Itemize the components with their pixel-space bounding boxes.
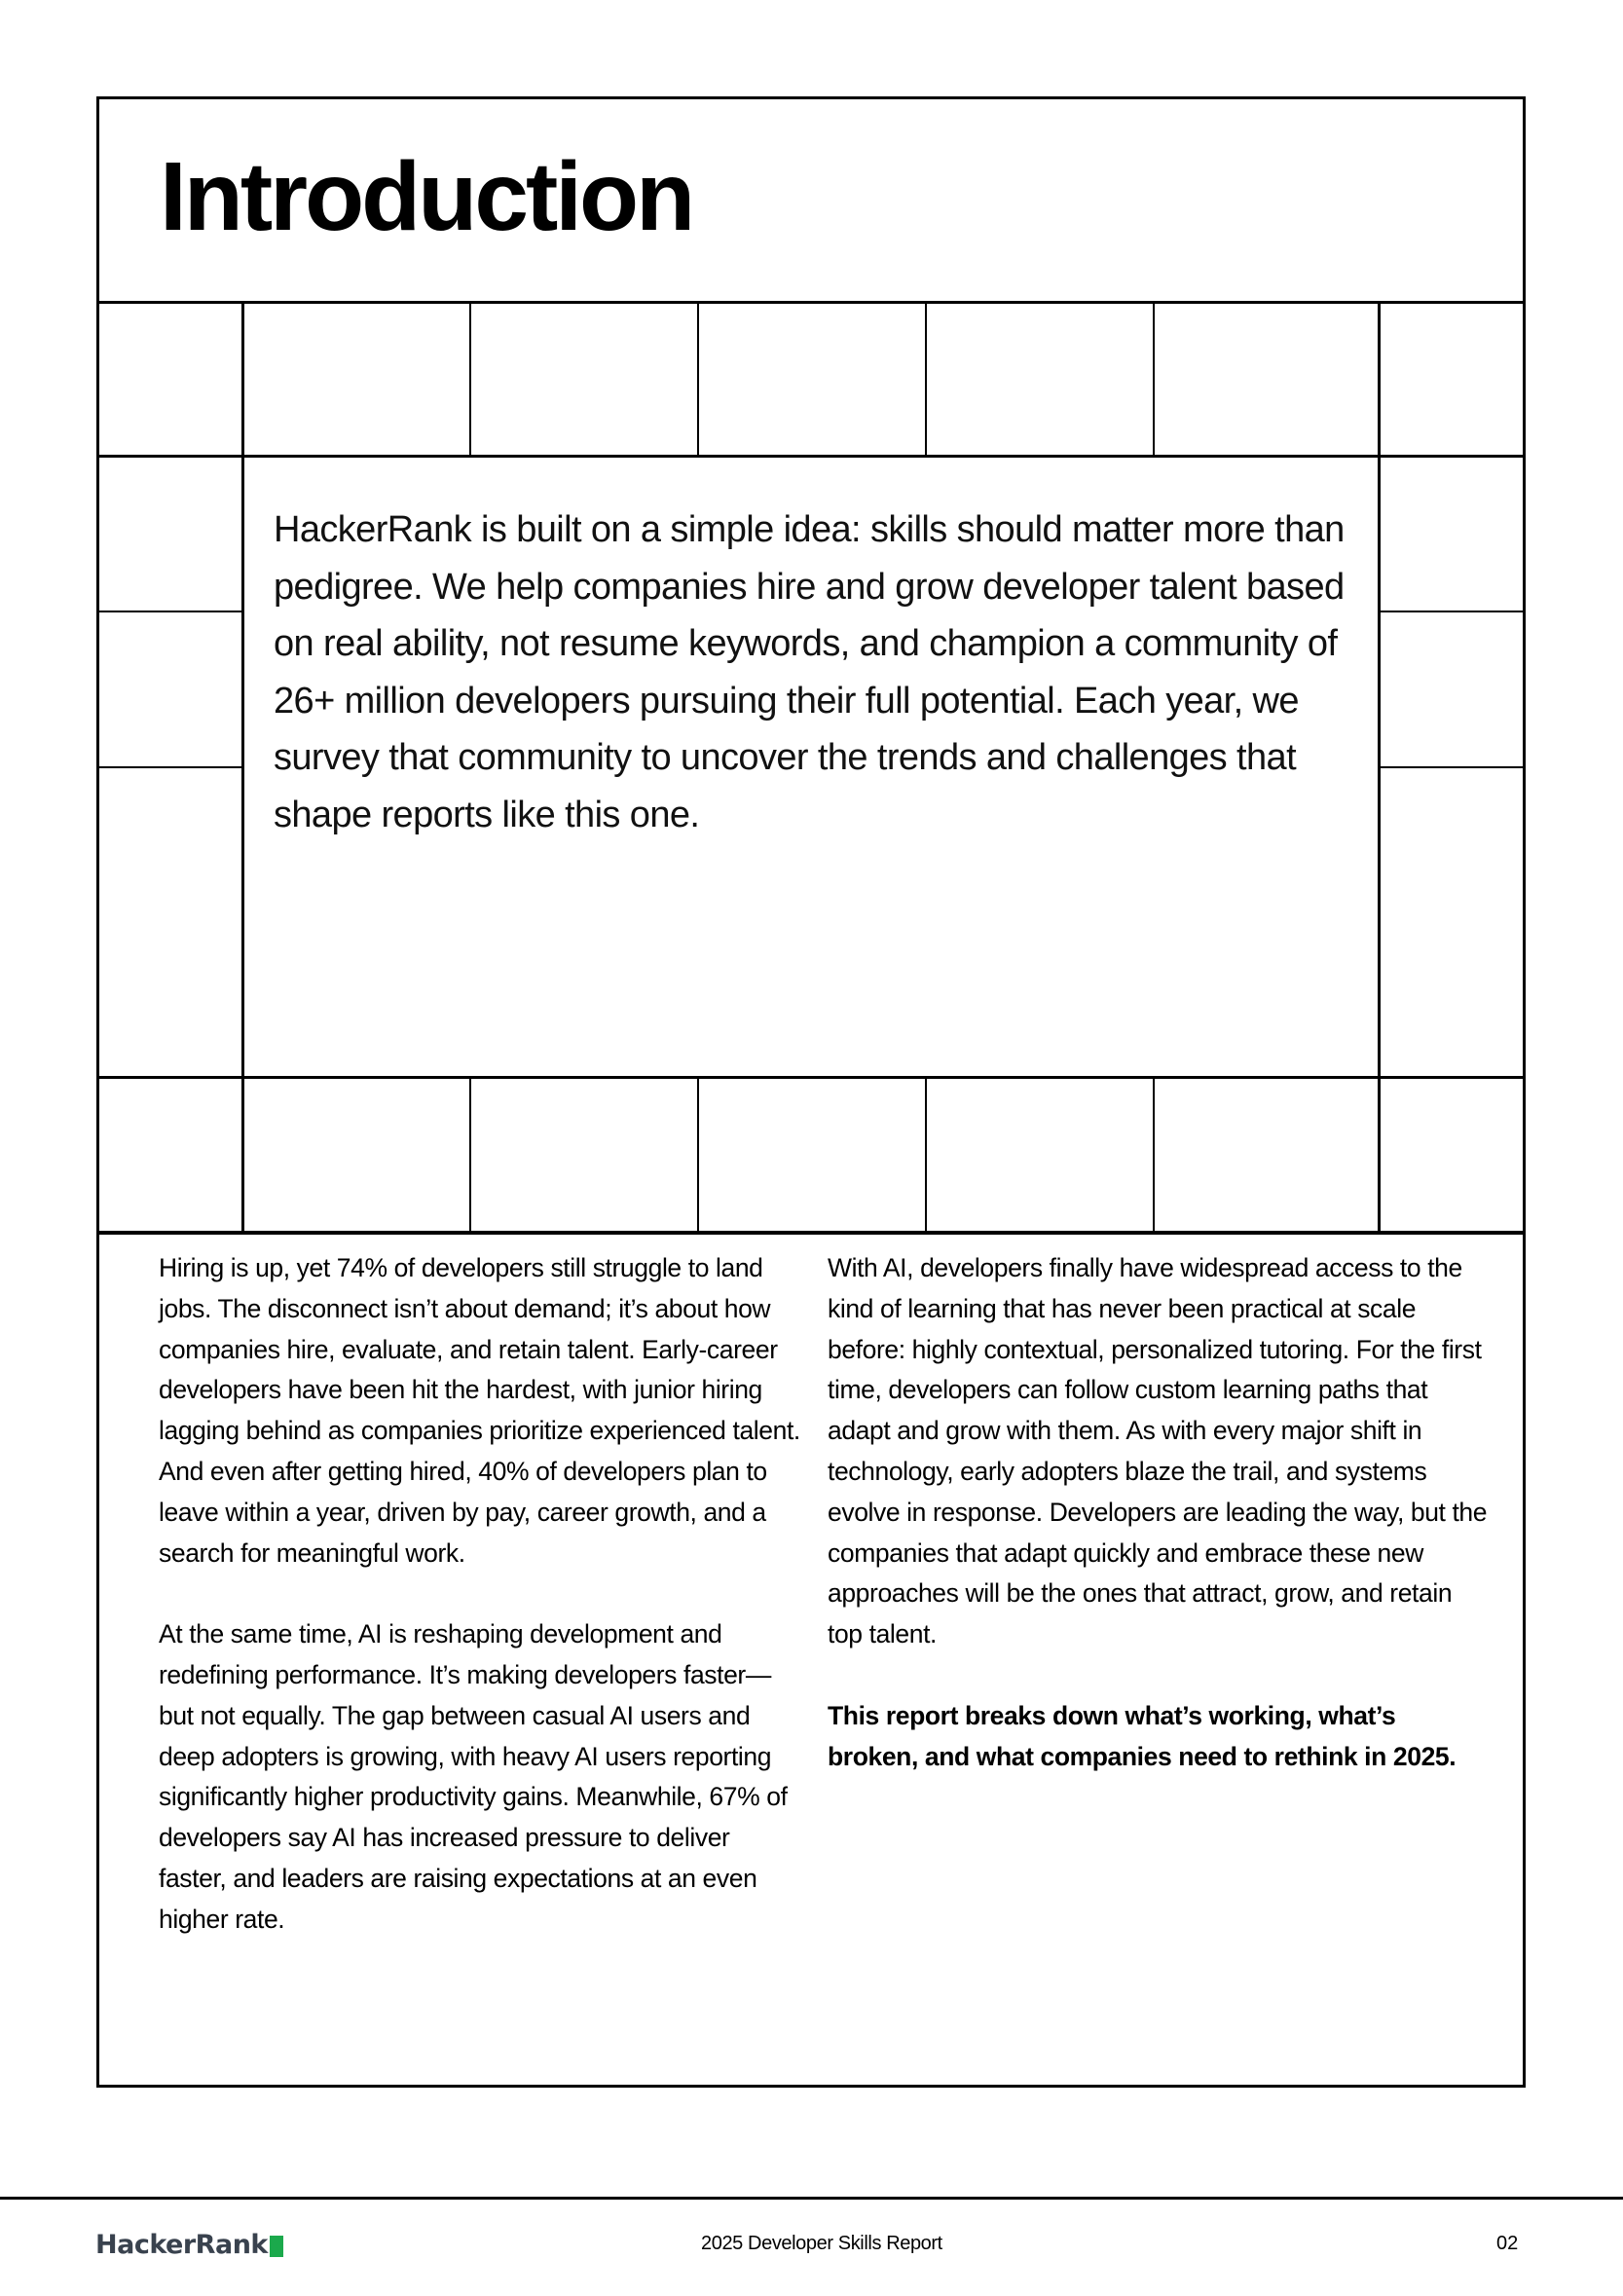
page-number: 02	[1496, 2233, 1519, 2254]
footer-divider	[0, 2197, 1623, 2200]
body-paragraph: At the same time, AI is reshaping development and redefining performance. It’s making developers faster—but not equally. The gap between casual AI users and deep adopters is growing, with heavy AI users reporting significantly higher productivity gains. Meanwhile, 67% of developers say AI has increased pressure to deliver faster, and leaders are raising expectations at an even higher rate.	[159, 1619, 788, 1934]
grid-divider	[469, 304, 471, 456]
right-column	[828, 1248, 1490, 1818]
page-frame	[96, 96, 1526, 2088]
grid-divider	[925, 1078, 927, 1233]
grid-divider	[1153, 1078, 1155, 1233]
page-title: Introduction	[160, 142, 693, 251]
grid-divider	[99, 1076, 1523, 1079]
body-paragraph: Hiring is up, yet 74% of developers still struggle to land jobs. The disconnect isn’t about demand; it’s about how companies hire, evaluate, and retain talent. Early-career developers have been hit the hardest, with junior hiring lagging behind as companies prioritize experienced talent. And even after getting hired, 40% of developers plan to leave within a year, driven by pay, career growth, and a search for meaningful work.	[159, 1253, 800, 1568]
grid-divider	[469, 1078, 471, 1233]
body-paragraph: With AI, developers finally have widespread access to the kind of learning that has never been practical at scale before: highly contextual, personalized tutoring. For the first time, developers can follow custom learning paths that adapt and grow with them. As with every major shift in technology, early adopters blaze the trail, and systems evolve in response. Developers are leading the way, but the companies that adapt quickly and embrace these new approaches will be the ones that attract, grow, and retain top talent.	[828, 1253, 1488, 1649]
grid-divider	[1153, 304, 1155, 456]
logo-accent-icon	[270, 2236, 283, 2257]
title-section	[99, 99, 1523, 304]
grid-divider	[925, 304, 927, 456]
grid-divider	[1379, 611, 1523, 612]
grid-divider	[1378, 304, 1381, 1234]
grid-divider	[1379, 766, 1523, 768]
left-column	[159, 1248, 801, 1981]
grid-divider	[99, 1231, 1523, 1235]
grid-divider	[697, 304, 699, 456]
intro-paragraph: HackerRank is built on a simple idea: skills should matter more than pedigree. We help companies hire and grow developer talent based on real ability, not resume keywords, and champion a community of 26+ million developers pursuing their full potential. Each year, we survey that community to uncover the trends and challenges that shape reports like this one.	[274, 509, 1345, 835]
grid-divider	[99, 766, 242, 768]
grid-divider	[697, 1078, 699, 1233]
grid-divider	[99, 455, 1523, 458]
hackerrank-logo	[95, 2230, 283, 2260]
logo-text: HackerRank	[95, 2230, 268, 2260]
bold-conclusion: This report breaks down what’s working, what’s broken, and what companies need to rethink in 2025.	[828, 1700, 1457, 1771]
grid-divider	[99, 611, 242, 612]
grid-divider	[241, 304, 244, 1234]
report-title: 2025 Developer Skills Report	[701, 2233, 942, 2254]
